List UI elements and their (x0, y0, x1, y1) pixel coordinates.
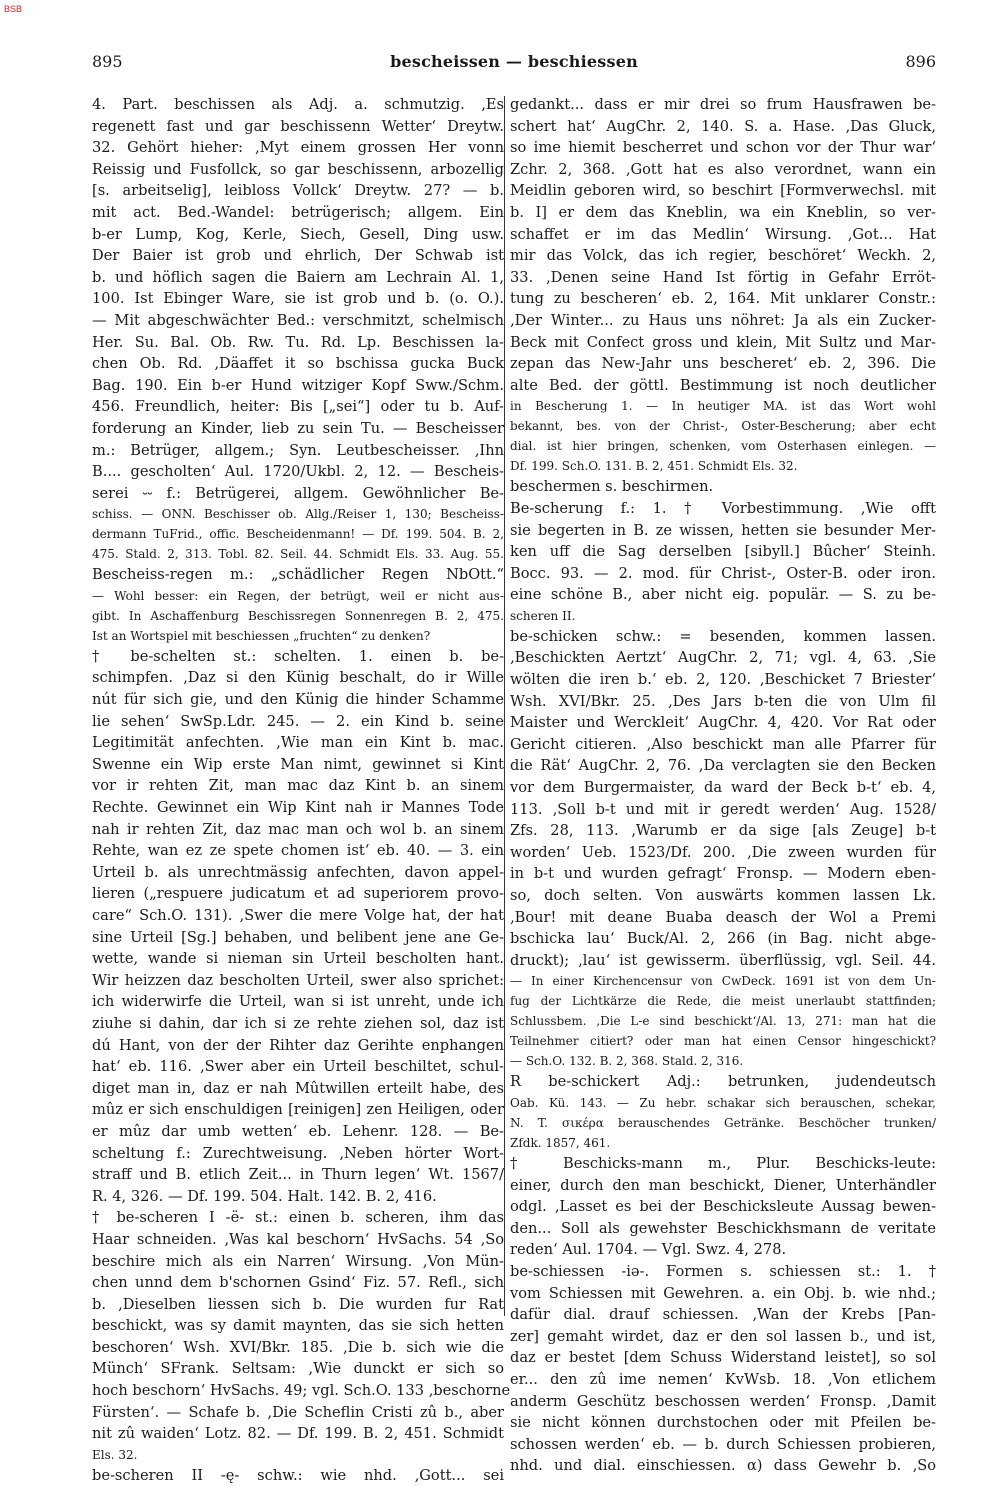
text-line: schossen werden‘ eb. — b. durch Schiessen probieren, (510, 1435, 936, 1453)
text-line: odgl. ‚Lasset es bei der Beschicksleute Aussag bewen- (510, 1198, 936, 1216)
text-line: zer] gemaht wirdet, daz er den sol lassen b., und ist, (510, 1327, 936, 1345)
text-line: in b-t und wurden gefragt‘ Fronsp. — Modern eben- (510, 865, 936, 883)
text-line: Be-scherung f.: 1. † Vorbestimmung. ‚Wie offt (510, 499, 936, 517)
text-line: Zchr. 2, 368. ‚Gott hat es also verordnet, wann ein (510, 160, 936, 178)
text-line: vom Schiessen mit Gewehren. a. ein Obj. b. wie nhd.; (510, 1284, 936, 1302)
text-line: bekannt, bes. von der Christ-, Oster-Bescherung; aber echt (510, 419, 936, 434)
text-line: daz er bestet [dem Schuss Widerstand leistet], so sol (510, 1349, 936, 1367)
library-mark: BSB (4, 4, 23, 14)
text-line: Oab. Kü. 143. — Zu hebr. schakar sich berauschen, schekar, (510, 1095, 936, 1110)
text-line: care“ Sch.O. 131). ‚Swer die mere Volge hat, der hat (92, 907, 504, 924)
text-line: nit zû waiden‘ Lotz. 82. — Df. 199. B. 2, 451. Schmidt (92, 1425, 504, 1443)
text-line: forderung an Kinder, lieb zu sein Tu. — Bescheisser (92, 419, 504, 437)
text-line: druckt); ‚lau‘ ist gewisserm. überflüssig, vgl. Seil. 44. (510, 951, 936, 969)
text-line: beschoren‘ Wsh. XVI/Bkr. 185. ‚Die b. sich wie die (92, 1338, 504, 1356)
text-line: Legitimität anfechten. ‚Wie man ein Kint b. mac. (92, 734, 504, 752)
text-line: dial. ist hier bringen, schenken, vom Osterhasen einlegen. — (510, 439, 936, 454)
text-line: den... Soll als gewehster Beschickhsmann de veritate (510, 1219, 936, 1237)
text-line: schiss. — ONN. Beschisser ob. Allg./Reiser 1, 130; Bescheiss- (92, 507, 504, 522)
text-line: hat‘ eb. 116. ‚Swer aber ein Urteil beschiltet, schul- (92, 1058, 504, 1076)
text-line: ‚Beschickten Aertzt‘ AugChr. 2, 71; vgl. 4, 63. ‚Sie (510, 649, 936, 667)
text-line: schimpfen. ‚Daz si den Künig beschalt, do ir Wille (92, 669, 504, 687)
text-line: fug der Lichtkärze die Rede, die meist unerlaubt stattfinden; (510, 994, 936, 1009)
page-header (92, 52, 936, 76)
text-line: schaffet er im das Medlin‘ Wirsung. ‚Got... Hat (510, 225, 936, 243)
text-line: dafür dial. drauf schiessen. ‚Wan der Krebs [Pan- (510, 1306, 936, 1324)
text-line: worden‘ Ueb. 1523/Df. 200. ‚Die zween wurden für (510, 843, 936, 861)
text-line: chen Ob. Rd. ‚Däaffet it so bschissa gucka Buck (92, 355, 504, 373)
text-line: serei ⏑⏑ f.: Betrügerei, allgem. Gewöhnlicher Be- (92, 484, 504, 502)
text-line: † Beschicks-mann m., Plur. Beschicks-leute: (510, 1154, 936, 1172)
text-line: scheren II. (510, 608, 576, 623)
text-line: zepan das New-Jahr uns bescheret‘ eb. 2, 396. Die (510, 355, 936, 373)
text-line: bschicka lau‘ Buck/Al. 2, 266 (in Bag. nicht abge- (510, 930, 936, 948)
text-line: B.... gescholten‘ Aul. 1720/Ukbl. 2, 12. — Bescheis- (92, 463, 504, 481)
text-line: Df. 199. Sch.O. 131. B. 2, 451. Schmidt Els. 32. (510, 459, 798, 474)
text-line: — Sch.O. 132. B. 2, 368. Stald. 2, 316. (510, 1054, 744, 1069)
text-line: N. T. σικέρα berauschendes Getränke. Beschöcher trunken/ (510, 1115, 936, 1130)
text-line: b. ‚Dieselben liessen sich b. Die wurden fur Rat (92, 1295, 504, 1313)
text-line: 475. Stald. 2, 313. Tobl. 82. Seil. 44. Schmidt Els. 33. Aug. 55. (92, 547, 504, 562)
text-line: reden‘ Aul. 1704. — Vgl. Swz. 4, 278. (510, 1241, 787, 1259)
text-line: Teilnehmer citiert? oder man hat einen Censor hingeschickt? (510, 1034, 936, 1049)
page-number-right: 896 (905, 52, 936, 71)
text-line: mûz er sich enschuldigen [reinigen] zen Heiligen, oder (92, 1101, 504, 1119)
text-line: Swenne ein Wip erste Man nimt, gewinnet si Kint (92, 755, 504, 773)
text-line: Beck mit Confect gross und klein, Mit Sultz und Mar- (510, 333, 936, 351)
text-line: beschermen s. beschirmen. (510, 478, 714, 496)
left-column (92, 94, 511, 1484)
text-line: wölten die iren b.‘ eb. 2, 120. ‚Beschicket 7 Briester‘ (510, 671, 936, 689)
text-line: tung zu bescheren‘ eb. 2, 164. Mit unklarer Constr.: (510, 290, 936, 308)
text-line: [s. arbeitselig], leibloss Vollck‘ Dreytw. 27? — b. (92, 182, 504, 200)
text-line: Bocc. 93. — 2. mod. für Christ-, Oster-B. oder iron. (510, 564, 936, 582)
text-line: † be-scheren I -ë- st.: einen b. scheren, ihm das (92, 1209, 504, 1227)
text-line: sie begerten in B. ze wissen, hetten sie besunder Mer- (510, 521, 936, 539)
text-line: in Bescherung 1. — In heutiger MA. ist das Wort wohl (510, 399, 936, 414)
text-line: Zfs. 28, 113. ‚Warumb er da sige [als Zeuge] b-t (510, 822, 936, 840)
text-line: ziuhe si dahin, dar ich si ze rehte ziehen sol, daz ist (92, 1014, 504, 1032)
text-line: — Mit abgeschwächter Bed.: verschmitzt, schelmisch (92, 311, 504, 329)
text-line: dú Hant, von der der Rihter daz Gerihte enphangen (92, 1036, 504, 1054)
text-line: † be-schelten st.: schelten. 1. einen b. be- (92, 647, 504, 665)
text-line: eine schöne B., aber nicht eig. populär. — S. zu be- (510, 586, 936, 604)
text-line: anderm Geschütz beschossen werden‘ Fronsp. ‚Damit (510, 1392, 936, 1410)
text-line: regenett fast und gar beschissenn Wetter‘ Dreytw. (92, 117, 504, 135)
text-line: nút für sich gie, und den Künig die hinder Schamme (92, 691, 504, 709)
text-line: 32. Gehört hieher: ‚Myt einem grossen Her vonn (92, 139, 504, 157)
text-line: Schlussbem. ‚Die L-e sind beschickt‘/Al. 13, 271: man hat die (510, 1014, 936, 1029)
text-line: schert hat‘ AugChr. 2, 140. S. a. Hase. ‚Das Gluck, (510, 117, 936, 135)
text-line: beschickt, was sy damit maynten, das sie sich hetten (92, 1317, 504, 1335)
text-line: so ime hiemit bescherret und schon vor der Thur war‘ (510, 139, 936, 157)
text-line: ich widerwirfe die Urteil, wan si ist unreht, unde ich (92, 993, 504, 1011)
text-line: hoch beschorn‘ HvSachs. 49; vgl. Sch.O. 133 ‚beschorne (92, 1382, 511, 1400)
page-number-left: 895 (92, 52, 123, 71)
text-line: Meidlin geboren wird, so beschirt [Formverwechsl. mit (510, 182, 936, 200)
text-line: be-scheren II -ę- schw.: wie nhd. ‚Gott... sei (92, 1466, 504, 1484)
text-line: Haar schneiden. ‚Was kal beschorn‘ HvSachs. 54 ‚So (92, 1230, 504, 1248)
right-column (510, 94, 936, 1475)
text-line: b. I] er dem das Kneblin, wa ein Kneblin, so ver- (510, 203, 936, 221)
text-line: ‚Bour! mit deane Buaba deasch der Wol a Premi (510, 908, 936, 926)
text-line: 100. Ist Ebinger Ware, sie ist grob und b. (o. O.). (92, 290, 504, 308)
text-line: Gericht citieren. ‚Also beschickt man alle Pfarrer für (510, 735, 936, 753)
text-line: lie sehen‘ SwSp.Ldr. 245. — 2. ein Kind b. seine (92, 712, 504, 730)
text-line: R be-schickert Adj.: betrunken, judendeutsch (510, 1073, 936, 1091)
text-line: die Rät‘ AugChr. 2, 76. ‚Da verclagten sie den Becken (510, 757, 936, 775)
text-line: sie nicht können durchstochen oder mit Pfeilen be- (510, 1414, 936, 1432)
text-line: be-schiessen -iə-. Formen s. schiessen st.: 1. † (510, 1262, 936, 1280)
text-line: nah ir rehten Zit, daz mac man och wol b. an sinem (92, 820, 504, 838)
text-line: Els. 32. (92, 1447, 138, 1462)
text-line: Rehte, wan ez ze spete chomen ist‘ eb. 40. — 3. ein (92, 842, 504, 860)
text-line: er mûz dar umb wetten‘ eb. Lehenr. 128. — Be- (92, 1122, 504, 1140)
text-line: vor ir rehten Zit, man mac daz Kint b. an sinem (92, 777, 504, 795)
text-line: Zfdk. 1857, 461. (510, 1135, 611, 1150)
text-line: be-schicken schw.: = besenden, kommen lassen. (510, 627, 936, 645)
text-line: ‚Der Winter... zu Haus uns nöhret: Ja als ein Zucker- (510, 311, 936, 329)
text-line: mir das Volck, das ich regier, beschöret‘ Weckh. 2, (510, 247, 936, 265)
text-line: diget man in, daz er nah Mûtwillen erteilt habe, des (92, 1079, 504, 1097)
text-line: mit act. Bed.-Wandel: betrügerisch; allgem. Ein (92, 203, 504, 221)
text-line: 456. Freundlich, heiter: Bis [„sei“] oder tu b. Auf- (92, 398, 504, 416)
text-line: so, doch selten. Von auswärts kommen lassen Lk. (510, 887, 936, 904)
text-line: ken uff die Sag derselben [sibyll.] Bûcher‘ Steinh. (510, 543, 936, 561)
text-line: Urteil b. als unrechtmässig anfechten, davon appel- (92, 863, 504, 881)
text-line: m.: Betrüger, allgem.; Syn. Leutbescheisser. ‚Ihn (92, 441, 504, 459)
text-line: Her. Su. Bal. Ob. Rw. Tu. Rd. Lp. Beschissen la- (92, 333, 504, 351)
running-head: bescheissen — beschiessen (390, 52, 638, 71)
text-line: 33. ‚Denen seine Hand Ist förtig in Gefahr Erröt- (510, 268, 936, 286)
text-line: Maister und Werckleit‘ AugChr. 4, 420. Vor Rat oder (510, 714, 936, 732)
text-line: chen unnd dem b'schornen Gsind‘ Fiz. 57. Refl., sich (92, 1274, 504, 1292)
column-divider (504, 96, 505, 1316)
text-line: Wir heizzen daz bescholten Urteil, swer also sprichet: (92, 971, 504, 989)
text-line: b-er Lump, Kog, Kerle, Siech, Gesell, Ding usw. (92, 225, 504, 243)
text-line: 4. Part. beschissen als Adj. a. schmutzig. ‚Es (92, 96, 504, 113)
text-line: vor dem Burgermaister, da ward der Beck b-t‘ eb. 4, (510, 779, 936, 797)
text-line: alte Bed. der göttl. Bestimmung ist noch deutlicher (510, 376, 936, 394)
text-line: Rechte. Gewinnet ein Wip Kint nah ir Mannes Tode (92, 799, 504, 817)
text-line: Bescheiss-regen m.: „schädlicher Regen NbOtt.“ (92, 566, 504, 584)
text-line: gibt. In Aschaffenburg Beschissregen Sonnenregen B. 2, 475. (92, 608, 504, 623)
text-line: Bag. 190. Ein b-er Hund witziger Kopf Sww./Schm. (92, 376, 504, 394)
text-line: Ist an Wortspiel mit beschiessen „fruchten“ zu denken? (92, 628, 431, 643)
text-line: — In einer Kirchencensur von CwDeck. 1691 ist von dem Un- (510, 974, 936, 989)
text-line: nhd. und dial. einschiessen. α) dass Gewehr b. ‚So (510, 1457, 936, 1475)
text-line: er... den zû ime nemen‘ KvWsb. 18. ‚Von etlichem (510, 1370, 936, 1388)
text-line: beschire mich als ein Narren‘ Wirsung. ‚Von Mün- (92, 1252, 504, 1270)
text-line: Reissig und Fusfollck, so gar beschissenn, arbozellig (92, 160, 504, 178)
text-line: — Wohl besser: ein Regen, der betrügt, weil er nicht aus- (92, 588, 504, 603)
text-line: einer, durch den man beschickt, Diener, Unterhändler (510, 1176, 936, 1194)
text-line: Münch‘ SFrank. Seltsam: ‚Wie dunckt er sich so (92, 1360, 504, 1378)
text-line: dermann TuFrid., offic. Bescheidenmann! — Df. 199. 504. B. 2, (92, 527, 504, 542)
text-line: wette, wande si nieman sin Urteil bescholten hant. (92, 950, 504, 968)
text-line: Wsh. XVI/Bkr. 25. ‚Des Jars b-ten die von Ulm fil (510, 692, 936, 710)
text-line: gedankt... dass er mir drei so frum Hausfrawen be- (510, 96, 936, 113)
text-line: sine Urteil [Sg.] behaben, und belibent jene ane Ge- (92, 928, 504, 946)
text-line: lieren („respuere judicatum et ad superiorem provo- (92, 885, 504, 903)
text-line: R. 4, 326. — Df. 199. 504. Halt. 142. B. 2, 416. (92, 1187, 437, 1205)
text-line: scheltung f.: Zurechtweisung. ‚Neben hörter Wort- (92, 1144, 504, 1162)
text-line: Der Baier ist grob und ehrlich, Der Schwab ist (92, 247, 504, 265)
text-line: straff und B. etlich Zeit... in Thurn legen‘ Wt. 1567/ (92, 1166, 504, 1184)
text-line: b. und höflich sagen die Baiern am Lechrain Al. 1, (92, 268, 504, 286)
text-line: 113. ‚Soll b-t und mit ir geredt werden‘ Aug. 1528/ (510, 800, 936, 818)
text-line: Fürsten‘. — Schafe b. ‚Die Scheflin Cristi zû b., aber (92, 1403, 504, 1421)
